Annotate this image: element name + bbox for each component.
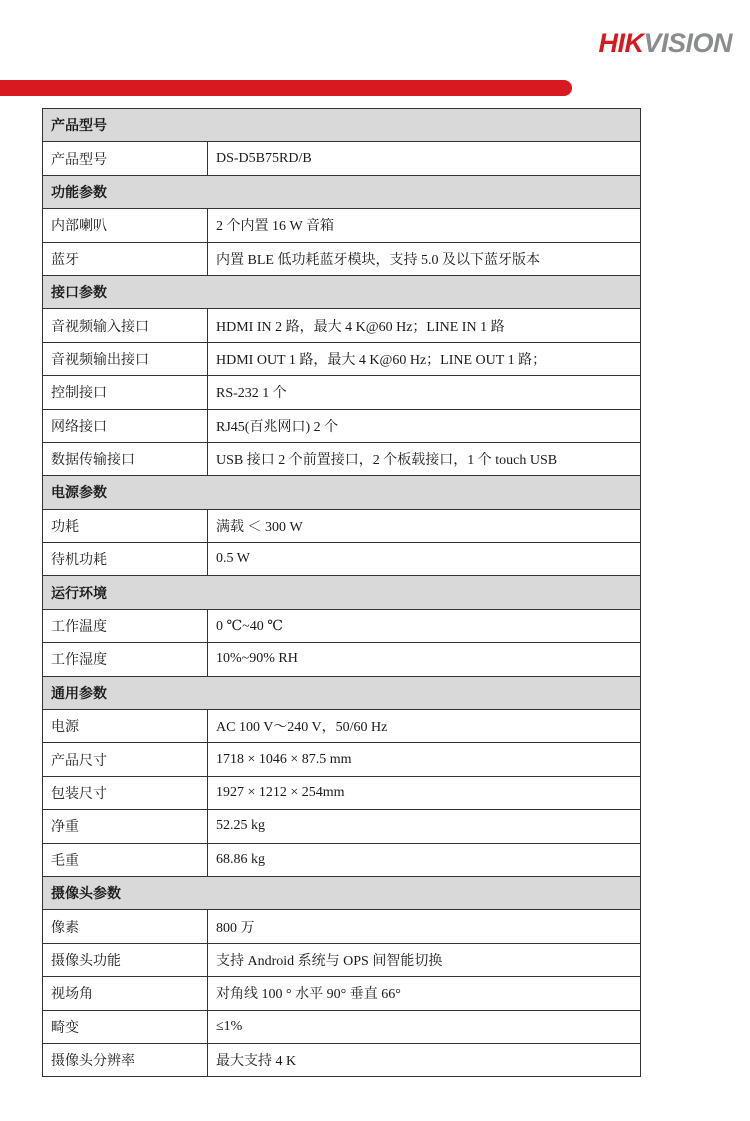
spec-value: HDMI IN 2 路，最大 4 K@60 Hz；LINE IN 1 路 [208, 309, 641, 342]
section-header-row [43, 576, 641, 609]
spec-table-body [43, 109, 641, 1077]
section-title: 通用参数 [43, 676, 641, 709]
spec-value: USB 接口 2 个前置接口，2 个板载接口，1 个 touch USB [208, 442, 641, 475]
spec-row [43, 643, 641, 676]
spec-label: 净重 [43, 810, 208, 843]
hikvision-logo [598, 30, 732, 57]
section-header-row [43, 876, 641, 909]
spec-row [43, 209, 641, 242]
spec-label: 产品型号 [43, 142, 208, 175]
spec-row [43, 376, 641, 409]
spec-label: 蓝牙 [43, 242, 208, 275]
section-title: 电源参数 [43, 476, 641, 509]
spec-value: 对角线 100 ° 水平 90° 垂直 66° [208, 977, 641, 1010]
spec-row [43, 543, 641, 576]
spec-label: 工作温度 [43, 609, 208, 642]
spec-value: 0.5 W [208, 543, 641, 576]
spec-label: 电源 [43, 710, 208, 743]
spec-label: 音视频输入接口 [43, 309, 208, 342]
spec-label: 内部喇叭 [43, 209, 208, 242]
spec-row [43, 743, 641, 776]
section-header-row [43, 676, 641, 709]
spec-row [43, 309, 641, 342]
spec-row [43, 710, 641, 743]
spec-row [43, 943, 641, 976]
spec-value: 800 万 [208, 910, 641, 943]
section-header-row [43, 275, 641, 308]
spec-table [42, 108, 641, 1077]
spec-value: ≤1% [208, 1010, 641, 1043]
spec-value: 最大支持 4 K [208, 1043, 641, 1076]
header-red-bar [0, 80, 572, 96]
section-title: 运行环境 [43, 576, 641, 609]
spec-label: 功耗 [43, 509, 208, 542]
spec-row [43, 843, 641, 876]
spec-label: 摄像头功能 [43, 943, 208, 976]
spec-label: 包装尺寸 [43, 776, 208, 809]
spec-label: 待机功耗 [43, 543, 208, 576]
logo-hik-text: HIK [598, 28, 644, 58]
spec-value: 2 个内置 16 W 音箱 [208, 209, 641, 242]
spec-value: HDMI OUT 1 路，最大 4 K@60 Hz；LINE OUT 1 路； [208, 342, 641, 375]
spec-row [43, 442, 641, 475]
spec-value: 支持 Android 系统与 OPS 间智能切换 [208, 943, 641, 976]
spec-row [43, 609, 641, 642]
section-title: 接口参数 [43, 275, 641, 308]
spec-value: 68.86 kg [208, 843, 641, 876]
spec-label: 摄像头分辨率 [43, 1043, 208, 1076]
spec-label: 控制接口 [43, 376, 208, 409]
spec-label: 毛重 [43, 843, 208, 876]
spec-row [43, 776, 641, 809]
spec-value: RS-232 1 个 [208, 376, 641, 409]
spec-value: 52.25 kg [208, 810, 641, 843]
section-title: 产品型号 [43, 109, 641, 142]
section-title: 摄像头参数 [43, 876, 641, 909]
spec-value: 1927 × 1212 × 254mm [208, 776, 641, 809]
spec-row [43, 1010, 641, 1043]
spec-row [43, 242, 641, 275]
spec-row [43, 509, 641, 542]
spec-label: 产品尺寸 [43, 743, 208, 776]
section-header-row [43, 476, 641, 509]
spec-value: 10%~90% RH [208, 643, 641, 676]
spec-label: 网络接口 [43, 409, 208, 442]
section-title: 功能参数 [43, 175, 641, 208]
spec-row [43, 142, 641, 175]
section-header-row [43, 109, 641, 142]
spec-label: 数据传输接口 [43, 442, 208, 475]
spec-label: 像素 [43, 910, 208, 943]
spec-value: 1718 × 1046 × 87.5 mm [208, 743, 641, 776]
spec-row [43, 810, 641, 843]
logo-vision-text: VISION [643, 28, 732, 58]
spec-value: RJ45(百兆网口) 2 个 [208, 409, 641, 442]
spec-row [43, 409, 641, 442]
section-header-row [43, 175, 641, 208]
spec-value: 内置 BLE 低功耗蓝牙模块，支持 5.0 及以下蓝牙版本 [208, 242, 641, 275]
spec-label: 视场角 [43, 977, 208, 1010]
spec-row [43, 1043, 641, 1076]
spec-row [43, 342, 641, 375]
spec-value: 满载 ＜ 300 W [208, 509, 641, 542]
spec-label: 工作湿度 [43, 643, 208, 676]
spec-value: 0 ℃~40 ℃ [208, 609, 641, 642]
spec-label: 畸变 [43, 1010, 208, 1043]
spec-value: DS-D5B75RD/B [208, 142, 641, 175]
spec-row [43, 977, 641, 1010]
spec-value: AC 100 V～240 V，50/60 Hz [208, 710, 641, 743]
spec-row [43, 910, 641, 943]
spec-label: 音视频输出接口 [43, 342, 208, 375]
